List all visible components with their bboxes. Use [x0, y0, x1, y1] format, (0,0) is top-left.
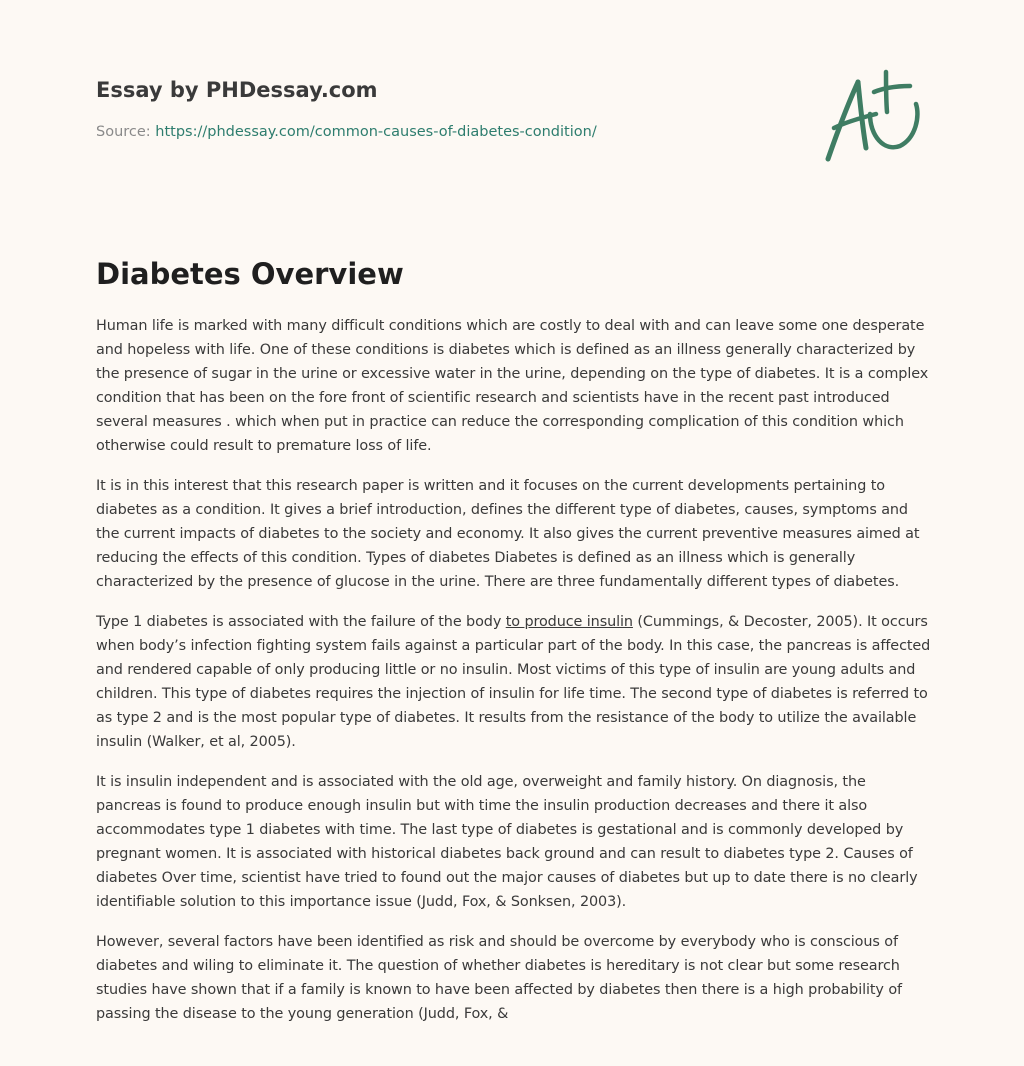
a-plus-logo-icon — [820, 66, 930, 166]
article-body — [96, 314, 932, 1042]
essay-header — [96, 76, 796, 142]
paragraph-2: It is in this interest that this research paper is written and it focuses on the current developments pertaining to diabetes as a condition. It gives a brief introduction, defines the different type of diabetes, causes, symptoms and the current impacts of diabetes to the society and economy. It also gives the current preventive measures aimed at reducing the effects of this condition. Types of diabetes Diabetes is defined as an illness which is generally characterized by the presence of glucose in the urine. There are three fundamentally different types of diabetes. — [96, 478, 920, 590]
paragraph-3-start: Type 1 diabetes is associated with the failure of the body — [96, 614, 506, 630]
paragraph-3-end: (Cummings, & Decoster, 2005). It occurs when body’s infection fighting system fails against a particular part of the body. In this case, the pancreas is affected and rendered capable of only producing little or no insulin. Most victims of this type of insulin are young adults and children. This type of diabetes requires the injection of insulin for life time. The second type of diabetes is referred to as type 2 and is the most popular type of diabetes. It results from the resistance of the body to utilize the available insulin (Walker, et al, 2005). — [96, 614, 931, 750]
paragraph-1: Human life is marked with many difficult conditions which are costly to deal with and can leave some one desperate and hopeless with life. One of these conditions is diabetes which is defined as an illness generally characterized by the presence of sugar in the urine or excessive water in the urine, depending on the type of diabetes. It is a complex condition that has been on the fore front of scientific research and scientists have in the recent past introduced several measures . which when put in practice can reduce the corresponding complication of this condition which otherwise could result to premature loss of life. — [96, 318, 929, 454]
article-title: Diabetes Overview — [96, 257, 404, 291]
source-link[interactable]: https://phdessay.com/common-causes-of-diabetes-condition/ — [155, 124, 597, 140]
paragraph-4: It is insulin independent and is associated with the old age, overweight and family history. On diagnosis, the pancreas is found to produce enough insulin but with time the insulin production decreases and there it also accommodates type 1 diabetes with time. The last type of diabetes is gestational and is commonly developed by pregnant women. It is associated with historical diabetes back ground and can result to diabetes type 2. Causes of diabetes Over time, scientist have tried to found out the major causes of diabetes but up to date there is no clearly identifiable solution to this importance issue (Judd, Fox, & Sonksen, 2003). — [96, 774, 918, 910]
paragraph-3 — [96, 610, 932, 754]
paragraph-5: However, several factors have been identified as risk and should be overcome by everybody who is conscious of diabetes and wiling to eliminate it. The question of whether diabetes is hereditary is not clear but some research studies have shown that if a family is known to have been affected by diabetes then there is a high probability of passing the disease to the young generation (Judd, Fox, & — [96, 934, 902, 1022]
source-label: Source: — [96, 124, 151, 140]
brand-title: Essay by PHDessay.com — [96, 78, 378, 102]
source-line — [96, 122, 796, 142]
produce-insulin-link[interactable]: to produce insulin — [505, 614, 633, 630]
a-plus-logo-svg — [820, 66, 930, 166]
